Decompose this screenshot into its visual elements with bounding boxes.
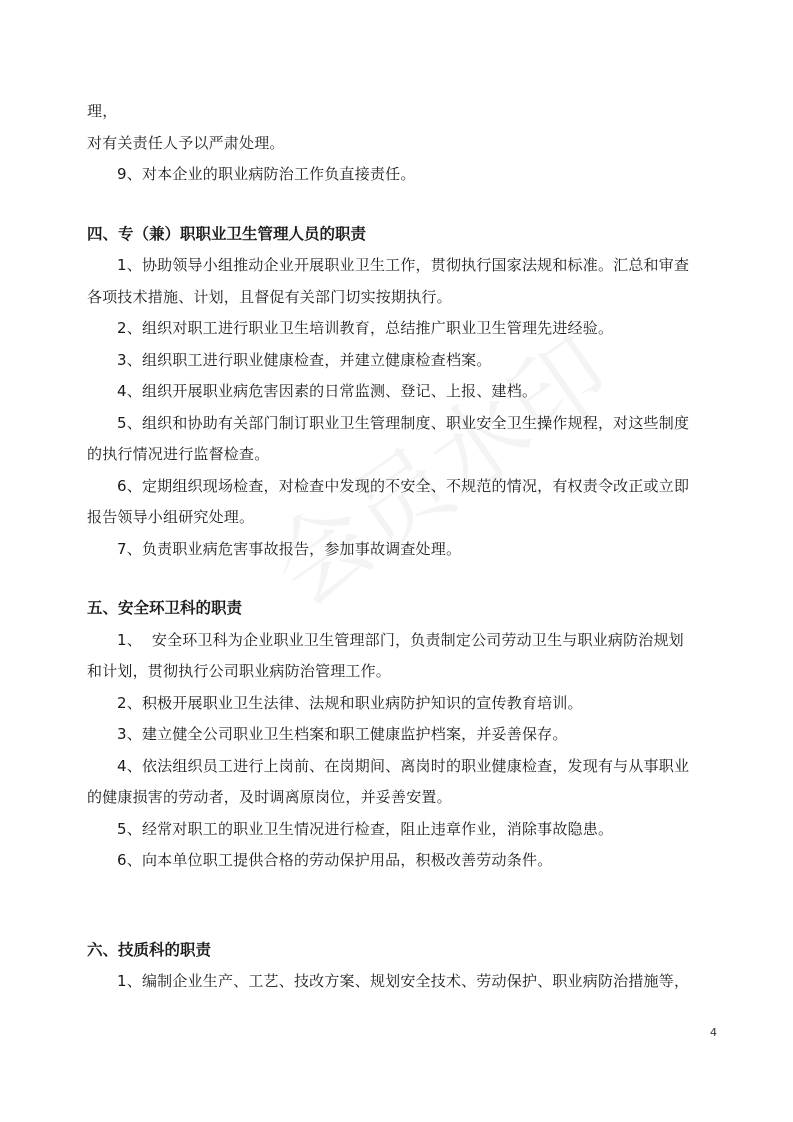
list-item: 6、向本单位职工提供合格的劳动保护用品，积极改善劳动条件。 [117, 851, 553, 869]
list-item: 1、 安全环卫科为企业职业卫生管理部门，负责制定公司劳动卫生与职业病防治规划 [117, 630, 684, 649]
text-line: 理， [87, 102, 118, 120]
list-item: 1、协助领导小组推动企业开展职业卫生工作，贯彻执行国家法规和标准。汇总和审查 [117, 256, 690, 274]
list-item: 7、负责职业病危害事故报告，参加事故调查处理。 [117, 539, 462, 558]
text-line: 报告领导小组研究处理。 [87, 508, 255, 526]
text-line: 的执行情况进行监督检查。 [87, 445, 270, 463]
list-item: 2、积极开展职业卫生法律、法规和职业病防护知识的宣传教育培训。 [117, 693, 583, 712]
list-item: 1、编制企业生产、工艺、技改方案、规划安全技术、劳动保护、职业病防治措施等， [117, 972, 690, 990]
list-item: 4、依法组织员工进行上岗前、在岗期间、离岗时的职业健康检查，发现有与从事职业 [117, 756, 690, 775]
section-heading: 四、专（兼）职职业卫生管理人员的职责 [87, 224, 367, 243]
text-line: 和计划，贯彻执行公司职业病防治管理工作。 [87, 662, 392, 680]
list-item: 5、经常对职工的职业卫生情况进行检查，阻止违章作业，消除事故隐患。 [117, 819, 614, 838]
list-item: 4、组织开展职业病危害因素的日常监测、登记、上报、建档。 [117, 382, 538, 400]
section-heading: 五、安全环卫科的职责 [87, 599, 243, 617]
list-item: 9、对本企业的职业病防治工作负直接责任。 [117, 165, 416, 183]
document-body [87, 96, 727, 998]
text-line: 各项技术措施、计划，且督促有关部门切实按期执行。 [87, 287, 452, 306]
list-item: 3、建立健全公司职业卫生档案和职工健康监护档案，并妥善保存。 [117, 725, 568, 743]
list-item: 5、组织和协助有关部门制订职业卫生管理制度、职业安全卫生操作规程，对这些制度 [117, 413, 690, 432]
text-line: 的健康损害的劳动者，及时调离原岗位，并妥善安置。 [87, 788, 452, 806]
list-item: 3、组织职工进行职业健康检查，并建立健康检查档案。 [117, 350, 492, 369]
list-item: 6、定期组织现场检查，对检查中发现的不安全、不规范的情况，有权责令改正或立即 [117, 476, 690, 495]
list-item: 2、组织对职工进行职业卫生培训教育，总结推广职业卫生管理先进经验。 [117, 319, 614, 337]
page-number: 4 [710, 1026, 717, 1039]
section-heading: 六、技质科的职责 [87, 940, 212, 959]
text-line: 对有关责任人予以严肃处理。 [87, 133, 285, 152]
